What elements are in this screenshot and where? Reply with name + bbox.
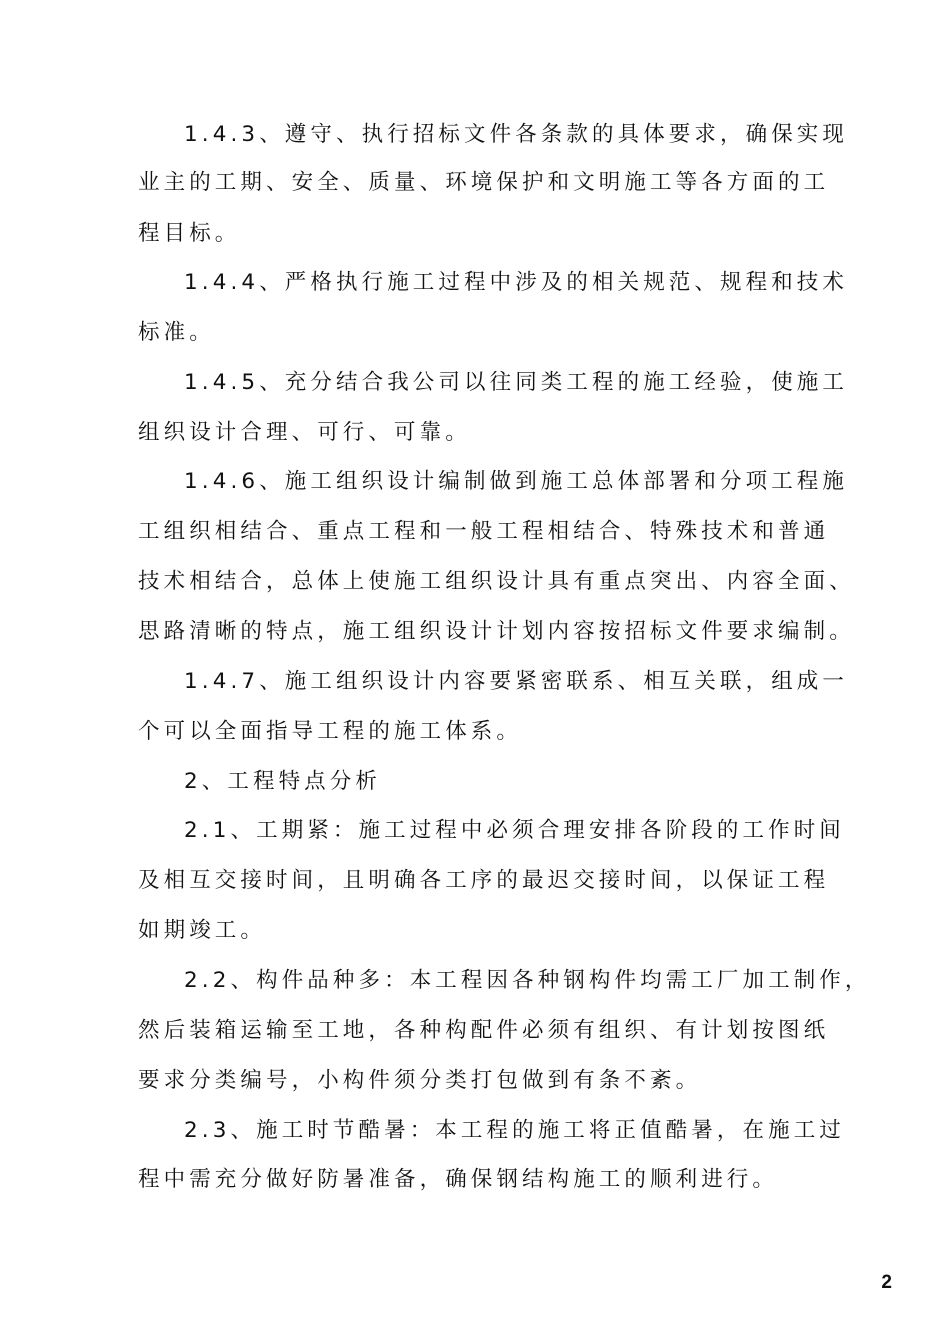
- paragraph-1-4-3-line-3: 程目标。: [138, 221, 241, 246]
- paragraph-2-1-line-3: 如期竣工。: [138, 918, 267, 943]
- paragraph-1-4-5-line-2: 组织设计合理、可行、可靠。: [138, 420, 471, 445]
- paragraph-2-2-line-1: 2.2、构件品种多：本工程因各种钢构件均需工厂加工制作，: [184, 968, 871, 993]
- paragraph-2-1-line-2: 及相互交接时间，且明确各工序的最迟交接时间，以保证工程: [138, 868, 830, 893]
- paragraph-1-4-7-line-2: 个可以全面指导工程的施工体系。: [138, 719, 523, 744]
- paragraph-1-4-4-line-1: 1.4.4、严格执行施工过程中涉及的相关规范、规程和技术: [184, 270, 849, 295]
- paragraph-1-4-6-line-2: 工组织相结合、重点工程和一般工程相结合、特殊技术和普通: [138, 519, 830, 544]
- paragraph-2-1-line-1: 2.1、工期紧：施工过程中必须合理安排各阶段的工作时间: [184, 818, 845, 843]
- paragraph-2-2-line-2: 然后装箱运输至工地，各种构配件必须有组织、有计划按图纸: [138, 1018, 830, 1043]
- paragraph-1-4-6-line-4: 思路清晰的特点，施工组织设计计划内容按招标文件要求编制。: [138, 619, 855, 644]
- paragraph-1-4-6-line-1: 1.4.6、施工组织设计编制做到施工总体部署和分项工程施: [184, 469, 849, 494]
- paragraph-1-4-5-line-1: 1.4.5、充分结合我公司以往同类工程的施工经验，使施工: [184, 370, 849, 395]
- paragraph-1-4-3-line-2: 业主的工期、安全、质量、环境保护和文明施工等各方面的工: [138, 170, 830, 195]
- paragraph-2-2-line-3: 要求分类编号，小构件须分类打包做到有条不紊。: [138, 1068, 702, 1093]
- paragraph-1-4-3-line-1: 1.4.3、遵守、执行招标文件各条款的具体要求，确保实现: [184, 122, 849, 147]
- page-number: 2: [881, 1272, 892, 1293]
- section-heading-2: 2、工程特点分析: [184, 769, 381, 794]
- paragraph-2-3-line-1: 2.3、施工时节酷暑：本工程的施工将正值酷暑，在施工过: [184, 1118, 845, 1143]
- paragraph-1-4-4-line-2: 标准。: [138, 320, 215, 345]
- paragraph-1-4-7-line-1: 1.4.7、施工组织设计内容要紧密联系、相互关联，组成一: [184, 669, 849, 694]
- paragraph-2-3-line-2: 程中需充分做好防暑准备，确保钢结构施工的顺利进行。: [138, 1167, 779, 1192]
- paragraph-1-4-6-line-3: 技术相结合，总体上使施工组织设计具有重点突出、内容全面、: [138, 569, 855, 594]
